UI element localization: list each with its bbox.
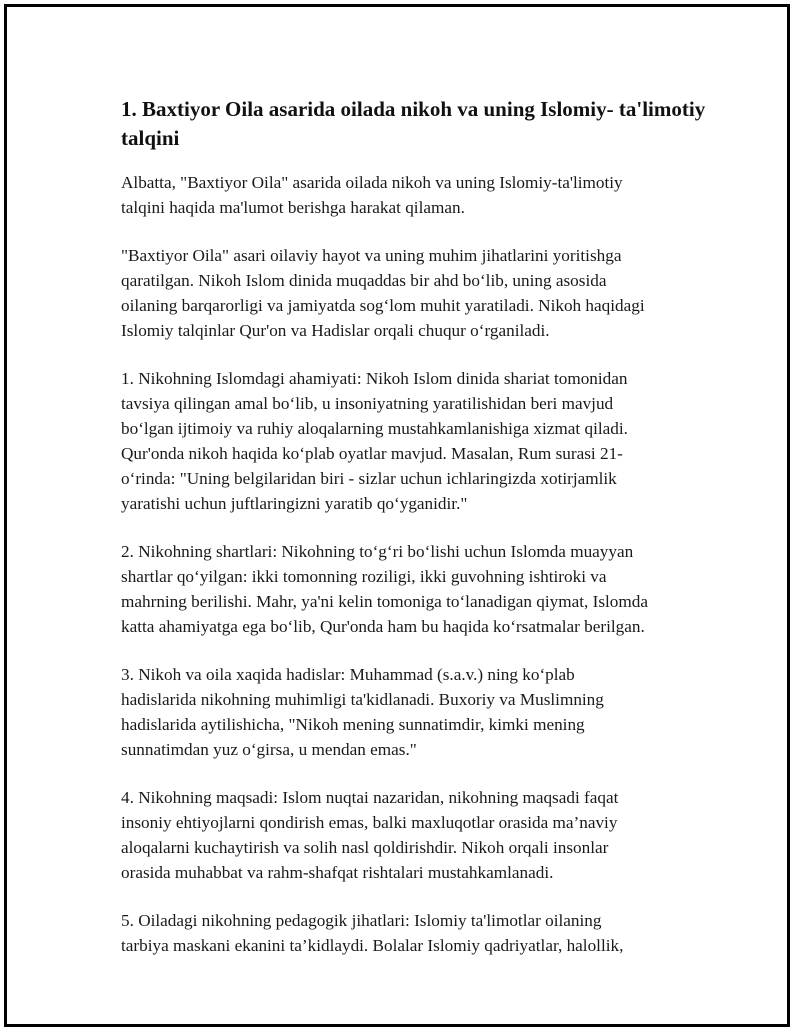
paragraph-spacer: [121, 885, 706, 908]
paragraph-intro: Albatta, "Baxtiyor Oila" asarida oilada nikoh va uning Islomiy-ta'limotiy talqini haqida ma'lumot berishga harakat qilaman.: [121, 173, 623, 217]
document-title: 1. Baxtiyor Oila asarida oilada nikoh va uning Islomiy- ta'limotiy talqini: [121, 97, 706, 150]
page-frame: [4, 4, 790, 1027]
title-spacer: [121, 153, 706, 170]
paragraph-point-3: 3. Nikoh va oila xaqida hadislar: Muhammad (s.a.v.) ning ko‘plab hadislarida nikohning muhimligi ta'kidlanadi. Buxoriy va Muslimning hadislarida aytilishicha, "Nikoh mening sunnatimdir, kimki mening sunnatimdan yuz o‘girsa, u mendan emas.": [121, 665, 604, 759]
paragraph-point-2: 2. Nikohning shartlari: Nikohning to‘g‘ri bo‘lishi uchun Islomda muayyan shartlar qo‘yilgan: ikki tomonning roziligi, ikki guvohning ishtiroki va mahrning berilishi. Mahr, ya'ni kelin tomoniga to‘lanadigan qiymat, Islomda katta ahamiyatga ega bo‘lib, Qur'onda ham bu haqida ko‘rsatmalar berilgan.: [121, 542, 648, 636]
paragraph-spacer: [121, 516, 706, 539]
paragraph-spacer: [121, 639, 706, 662]
paragraph-point-4: 4. Nikohning maqsadi: Islom nuqtai nazaridan, nikohning maqsadi faqat insoniy ehtiyojlarni qondirish emas, balki maxluqotlar orasida ma’naviy aloqalarni kuchaytirish va solih nasl qoldirishdir. Nikoh orqali insonlar orasida muhabbat va rahm-shafqat rishtalari mustahkamlanadi.: [121, 788, 619, 882]
document-body: [121, 95, 706, 958]
paragraph-point-5: 5. Oiladagi nikohning pedagogik jihatlari: Islomiy ta'limotlar oilaning tarbiya maskani ekanini ta’kidlaydi. Bolalar Islomiy qadriyatlar, halollik,: [121, 911, 624, 955]
paragraph-overview: "Baxtiyor Oila" asari oilaviy hayot va uning muhim jihatlarini yoritishga qaratilgan. Nikoh Islom dinida muqaddas bir ahd bo‘lib, uning asosida oilaning barqarorligi va jamiyatda sog‘lom muhit yaratiladi. Nikoh haqidagi Islomiy talqinlar Qur'on va Hadislar orqali chuqur o‘rganiladi.: [121, 246, 645, 340]
paragraph-spacer: [121, 762, 706, 785]
paragraph-point-1: 1. Nikohning Islomdagi ahamiyati: Nikoh Islom dinida shariat tomonidan tavsiya qilingan amal bo‘lib, u insoniyatning yaratilishidan beri mavjud bo‘lgan ijtimoiy va ruhiy aloqalarning mustahkamlanishiga xizmat qiladi. Qur'onda nikoh haqida ko‘plab oyatlar mavjud. Masalan, Rum surasi 21- o‘rinda: "Uning belgilaridan biri - sizlar uchun ichlaringizda xotirjamlik yaratishi uchun juftlaringizni yaratib qo‘yganidir.": [121, 369, 628, 513]
paragraph-spacer: [121, 220, 706, 243]
paragraph-spacer: [121, 343, 706, 366]
